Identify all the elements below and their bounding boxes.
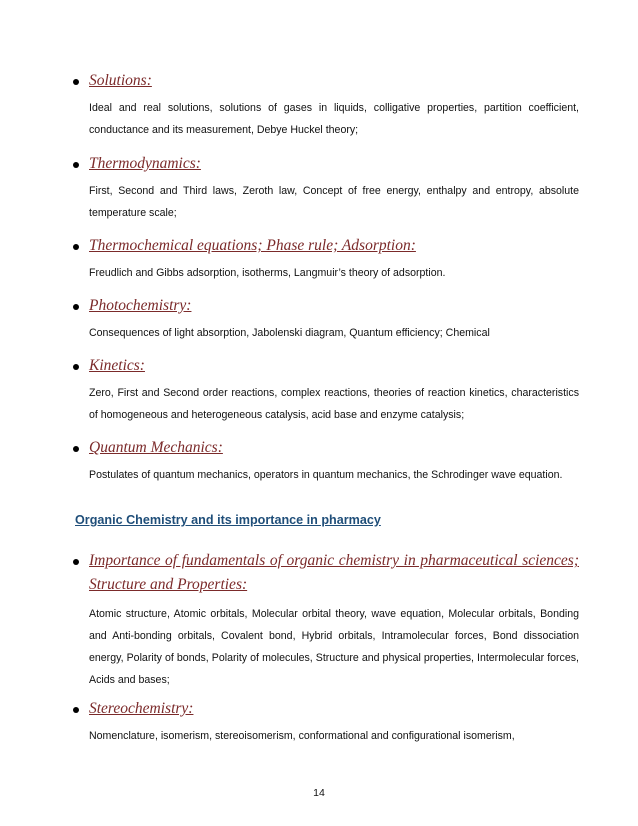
topic-thermodynamics [89,154,579,224]
topic-organic-fundamentals [89,549,579,691]
topic-photochemistry [89,296,579,344]
topic-heading: Importance of fundamentals of organic chemistry in pharmaceutical sciences; Structure and Properties: [89,552,579,593]
topic-description: Zero, First and Second order reactions, complex reactions, theories of reaction kinetics, characteristics of homogeneous and heterogeneous catalysis, acid base and enzyme catalysis; [89,387,579,421]
topic-thermochemical [89,236,579,284]
topic-quantum-mechanics [89,438,579,486]
bullet-icon [73,559,79,565]
topic-heading: Kinetics: [89,357,145,374]
bullet-icon [73,244,79,250]
topic-description: Freudlich and Gibbs adsorption, isotherms, Langmuir’s theory of adsorption. [89,267,446,279]
topic-description: Consequences of light absorption, Jabolenski diagram, Quantum efficiency; Chemical [89,327,490,339]
bullet-icon [73,304,79,310]
topic-description: Nomenclature, isomerism, stereoisomerism, conformational and configurational isomerism, [89,730,515,742]
bullet-icon [73,707,79,713]
section-title: Organic Chemistry and its importance in pharmacy [75,513,381,527]
topic-stereochemistry [89,699,579,747]
page-number: 14 [313,787,325,799]
topic-kinetics [89,356,579,426]
topic-heading: Thermochemical equations; Phase rule; Adsorption: [89,237,416,254]
topic-description: Postulates of quantum mechanics, operators in quantum mechanics, the Schrodinger wave equation. [89,469,563,481]
topic-solutions [89,71,579,141]
topic-description: First, Second and Third laws, Zeroth law, Concept of free energy, enthalpy and entropy, absolute temperature scale; [89,185,579,219]
bullet-icon [73,79,79,85]
topic-heading: Stereochemistry: [89,700,194,717]
topic-heading: Thermodynamics: [89,155,201,172]
topic-heading: Solutions: [89,72,152,89]
topic-description: Ideal and real solutions, solutions of gases in liquids, colligative properties, partition coefficient, conductance and its measurement, Debye Huckel theory; [89,102,579,136]
topic-heading: Quantum Mechanics: [89,439,223,456]
bullet-icon [73,446,79,452]
topic-description: Atomic structure, Atomic orbitals, Molecular orbital theory, wave equation, Molecular orbitals, Bonding and Anti-bonding orbitals, Covalent bond, Hybrid orbitals, Intramolecular forces, Bond dissociation energy, Polarity of bonds, Polarity of molecules, Structure and physical properties, Intermolecular forces, Acids and bases; [89,608,579,686]
bullet-icon [73,364,79,370]
bullet-icon [73,162,79,168]
topic-heading: Photochemistry: [89,297,192,314]
